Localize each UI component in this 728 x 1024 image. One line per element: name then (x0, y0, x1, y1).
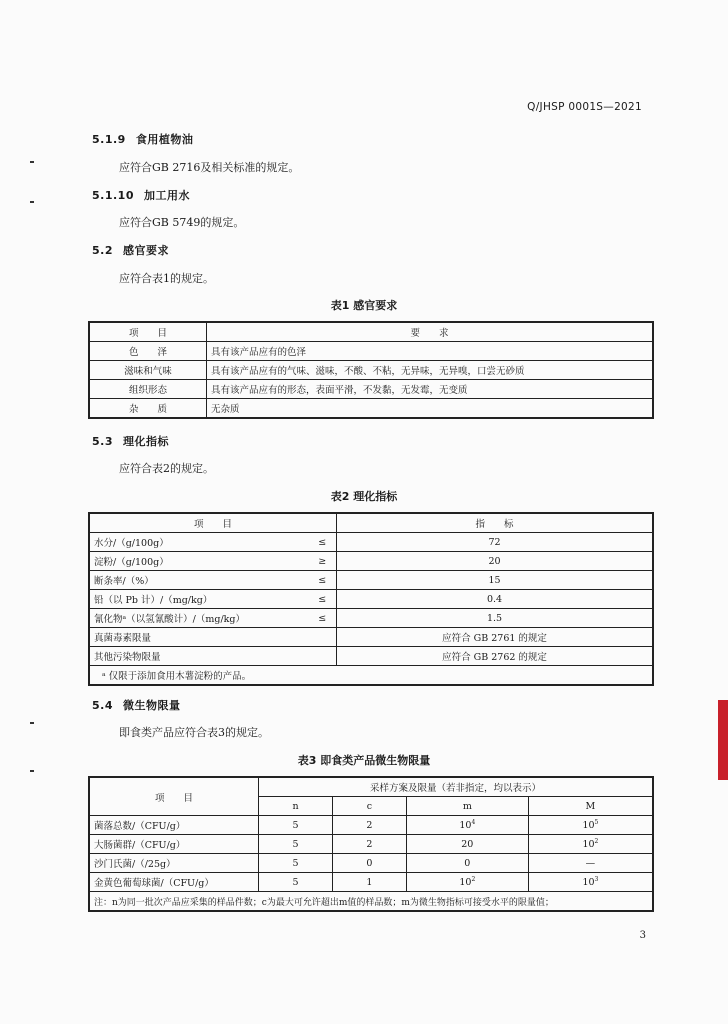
table-cell: 应符合 GB 2762 的规定 (337, 647, 653, 666)
table-footnote-row (89, 666, 653, 686)
section-title: 食用植物油 (135, 133, 194, 146)
table3-subheader-c: c (333, 797, 407, 816)
table-row (89, 854, 653, 873)
table2-physicochemical (88, 512, 654, 686)
table-cell: 2 (333, 816, 407, 835)
table-note-row (89, 892, 653, 912)
table1-header-item: 项 目 (89, 322, 207, 342)
comparator: ≤ (308, 533, 336, 552)
section-number: 5.3 (92, 435, 113, 448)
table-cell: 无杂质 (207, 399, 654, 419)
table-cell: 5 (259, 854, 333, 873)
table-cell: 0.4 (337, 590, 653, 609)
scan-mark (30, 201, 34, 203)
scan-mark (30, 770, 34, 772)
table-cell: 大肠菌群/（CFU/g） (89, 835, 259, 854)
table-row (89, 628, 653, 647)
scan-mark (30, 722, 34, 724)
table-cell: 色 泽 (89, 342, 207, 361)
table-row (89, 590, 653, 609)
table3-microbial (88, 776, 654, 912)
section-5-4-text: 即食类产品应符合表3的规定。 (119, 726, 269, 739)
table-cell: 20 (406, 835, 528, 854)
table-cell: $10^5$ (528, 816, 653, 835)
table-cell: 具有该产品应有的色泽 (207, 342, 654, 361)
table-row (89, 816, 653, 835)
table-cell: $10^3$ (528, 873, 653, 892)
table-cell: 5 (259, 835, 333, 854)
section-title: 感官要求 (123, 244, 169, 257)
comparator: ≤ (308, 590, 336, 609)
table3-subheader-M: M (528, 797, 653, 816)
table-row (89, 552, 653, 571)
table-row (89, 342, 653, 361)
table2-header-item: 项 目 (89, 513, 337, 533)
table2-caption: 表2 理化指标 (330, 490, 398, 503)
section-number: 5.2 (92, 244, 113, 257)
table-cell: — (528, 854, 653, 873)
section-5-4-heading (92, 697, 181, 713)
table-row (89, 361, 653, 380)
table-cell: 2 (333, 835, 407, 854)
section-5-3-text: 应符合表2的规定。 (119, 462, 214, 475)
comparator: ≤ (308, 609, 336, 628)
table-row (89, 835, 653, 854)
table3-caption: 表3 即食类产品微生物限量 (297, 754, 431, 767)
table-cell: $10^2$ (406, 873, 528, 892)
section-number: 5.1.10 (92, 189, 134, 202)
table-cell: 具有该产品应有的形态，表面平滑，不发黏，无发霉，无变质 (207, 380, 654, 399)
section-title: 微生物限量 (123, 699, 181, 712)
table-cell: 断条率/（%） (89, 571, 308, 590)
table-cell: 淀粉/（g/100g） (89, 552, 308, 571)
table-row (89, 609, 653, 628)
section-title: 理化指标 (123, 435, 169, 448)
table2-footnote: ᵃ 仅限于添加食用木薯淀粉的产品。 (89, 666, 653, 686)
table-cell: 5 (259, 816, 333, 835)
table1-caption: 表1 感官要求 (330, 299, 398, 312)
table-cell: 0 (333, 854, 407, 873)
comparator: ≥ (308, 552, 336, 571)
table-cell: 水分/（g/100g） (89, 533, 308, 552)
table-cell: 金黄色葡萄球菌/（CFU/g） (89, 873, 259, 892)
table-cell: 杂 质 (89, 399, 207, 419)
table-row (89, 399, 653, 419)
section-title: 加工用水 (143, 189, 190, 202)
table-cell: 其他污染物限量 (89, 647, 337, 666)
section-5-3-heading (92, 433, 169, 449)
table-cell: 应符合 GB 2761 的规定 (337, 628, 653, 647)
red-seal-edge (718, 700, 728, 780)
table-cell: 0 (406, 854, 528, 873)
section-5-1-10-heading (92, 187, 190, 203)
table-cell: 5 (259, 873, 333, 892)
table-cell: 沙门氏菌/（/25g） (89, 854, 259, 873)
table3-subheader-n: n (259, 797, 333, 816)
table-cell: 铅（以 Pb 计）/（mg/kg） (89, 590, 308, 609)
table-cell: $10^2$ (528, 835, 653, 854)
table-cell: 1 (333, 873, 407, 892)
table-cell: 72 (337, 533, 653, 552)
table2-header-index: 指 标 (337, 513, 653, 533)
table-row (89, 647, 653, 666)
table-cell: 氰化物ᵃ（以氢氰酸计）/（mg/kg） (89, 609, 308, 628)
table-cell: 组织形态 (89, 380, 207, 399)
section-number: 5.1.9 (92, 133, 126, 146)
comparator: ≤ (308, 571, 336, 590)
section-5-1-10-text: 应符合GB 5749的规定。 (119, 216, 245, 229)
table-cell: $10^4$ (406, 816, 528, 835)
table3-header-plan: 采样方案及限量（若非指定，均以表示） (259, 777, 654, 797)
section-number: 5.4 (92, 699, 113, 712)
table3-note: 注：n为同一批次产品应采集的样品件数；c为最大可允许超出m值的样品数；m为微生物指标可接受水平的限量值； (89, 892, 653, 912)
table-cell: 20 (337, 552, 653, 571)
section-5-2-heading (92, 242, 169, 258)
page-number: 3 (639, 930, 646, 941)
table1-header-req: 要 求 (207, 322, 654, 342)
document-code: Q/JHSP 0001S—2021 (527, 101, 642, 113)
table3-subheader-m: m (406, 797, 528, 816)
table3-header-item: 项 目 (89, 777, 259, 816)
table-cell: 菌落总数/（CFU/g） (89, 816, 259, 835)
table-cell: 1.5 (337, 609, 653, 628)
section-5-1-9-heading (92, 131, 193, 147)
table-row (89, 380, 653, 399)
section-5-2-text: 应符合表1的规定。 (119, 272, 214, 285)
section-5-1-9-text: 应符合GB 2716及相关标准的规定。 (119, 161, 300, 174)
table-cell: 滋味和气味 (89, 361, 207, 380)
table-row (89, 873, 653, 892)
table-row (89, 533, 653, 552)
table-cell: 具有该产品应有的气味、滋味，不酸、不粘，无异味，无异嗅，口尝无砂质 (207, 361, 654, 380)
scan-mark (30, 161, 34, 163)
table-row (89, 571, 653, 590)
table-cell: 15 (337, 571, 653, 590)
table-cell: 真菌毒素限量 (89, 628, 337, 647)
table1-sensory (88, 321, 654, 419)
